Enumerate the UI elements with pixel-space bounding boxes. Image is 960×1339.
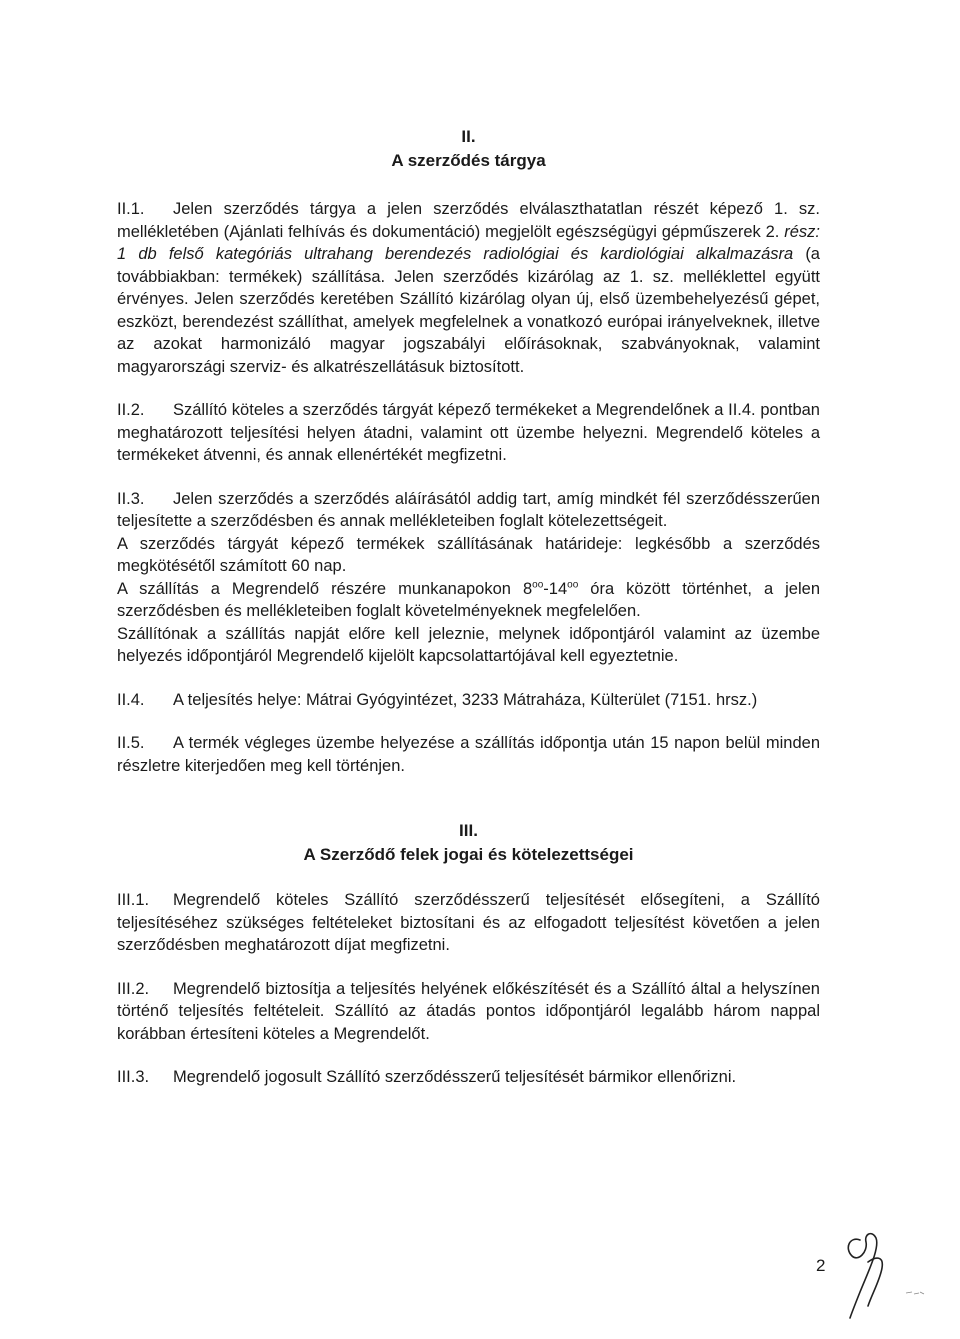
clause-text: Megrendelő köteles Szállító szerződésszerű teljesítését elősegíteni, a Szállító teljesítéséhez szükséges feltételeket biztosítani és az elfogadott teljesítést követően a jelen szerződésben meghatározott díjat megfizetni.: [117, 891, 820, 954]
clause-text: A teljesítés helye: Mátrai Gyógyintézet, 3233 Mátraháza, Külterület (7151. hrsz.): [173, 690, 758, 709]
section-title: A szerződés tárgya: [391, 151, 546, 170]
signature-initials: [838, 1222, 898, 1322]
section-title: A Szerződő felek jogai és kötelezettségei: [303, 845, 634, 864]
clause-ii-1: [117, 198, 820, 378]
clause-paragraph: [117, 488, 820, 533]
clause-ii-5: [117, 732, 820, 777]
clause-text: Megrendelő jogosult Szállító szerződésszerű teljesítését bármikor ellenőrizni.: [173, 1068, 737, 1086]
clause-number: II.1.: [117, 200, 145, 218]
clause-iii-2: [117, 978, 820, 1046]
clause-paragraph: [117, 578, 820, 623]
clause-ii-3: [117, 488, 820, 668]
clause-iii-3: [117, 1066, 820, 1089]
superscript: oo: [567, 579, 579, 590]
clause-text-italic: rész: 1 db felső kategóriás ultrahang berendezés radiológiai és kardiológiai alkalmazásra: [117, 222, 820, 263]
scan-mark: [905, 1290, 925, 1296]
clause-paragraph: Szállítónak a szállítás napját előre kell jeleznie, melynek időpontjáról valamint az üzembe helyezés időpontjáról Megrendelő kijelölt kapcsolattartójával kell egyeztetnie.: [117, 624, 820, 665]
clause-paragraph: [117, 978, 820, 1046]
clause-text: Jelen szerződés tárgya a jelen szerződés elválaszthatatlan részét képező 1. sz. mellékletében (Ajánlati felhívás és dokumentáció) megjelölt egészségügyi gépműszerek 2.: [117, 200, 820, 241]
section-number: II.: [461, 127, 476, 146]
clause-text: A termék végleges üzembe helyezése a szállítás időpontja után 15 napon belül minden részletre kiterjedően meg kell történjen.: [117, 734, 820, 775]
clause-text: A szállítás a Megrendelő részére munkanapokon 8: [117, 579, 533, 598]
clause-text: (a továbbiakban: termékek) szállítása. Jelen szerződés kizárólag az 1. sz. melléklettel együtt érvényes. Jelen szerződés keretében Szállító kizárólag olyan új, első üzembehelyezésű gépet, eszközt, berendezést szállíthat, amelyek megfelelnek a vonatkozó európai irányelveknek, illetve az azokat harmonizáló magyar jogszabályi előírásoknak, szabványoknak, valamint magyarországi szerviz- és alkatrészellátásuk biztosított.: [117, 245, 820, 376]
clause-number: II.3.: [117, 489, 145, 508]
clause-paragraph: [117, 732, 820, 777]
section-heading-ii: [117, 125, 820, 173]
clause-paragraph: [117, 198, 820, 378]
clause-text: -14: [543, 579, 568, 598]
clause-number: II.2.: [117, 401, 145, 419]
clause-number: II.5.: [117, 734, 145, 752]
clause-ii-2: [117, 399, 820, 467]
page-number: 2: [816, 1256, 826, 1275]
clause-number: III.3.: [117, 1068, 150, 1086]
clause-paragraph: [117, 889, 820, 957]
clause-text: Szállító köteles a szerződés tárgyát képező termékeket a Megrendelőnek a II.4. pontban meghatározott teljesítési helyen átadni, valamint ott üzembe helyezni. Megrendelő köteles a termékeket átvenni, és annak ellenértékét megfizetni.: [117, 401, 820, 464]
clause-text: óra között történhet, a jelen szerződésben és mellékleteiben foglalt követelményeknek megfelelően.: [117, 579, 820, 620]
clause-paragraph: [117, 399, 820, 467]
clause-text: Megrendelő biztosítja a teljesítés helyének előkészítését és a Szállító által a helyszínen történő teljesítés feltételeit. Szállító az átadás pontos időpontjáról legalább három nappal korábban értesíteni köteles a Megrendelőt.: [117, 979, 820, 1043]
section-number: III.: [459, 821, 478, 840]
clause-paragraph: [117, 689, 820, 712]
clause-ii-4: [117, 689, 820, 712]
clause-number: III.1.: [117, 891, 150, 909]
section-heading-iii: [117, 819, 820, 867]
clause-number: II.4.: [117, 690, 145, 709]
clause-iii-1: [117, 889, 820, 957]
clause-paragraph: [117, 1066, 820, 1089]
clause-number: III.2.: [117, 979, 150, 998]
clause-text: Jelen szerződés a szerződés aláírásától addig tart, amíg mindkét fél szerződésszerűen teljesítette a szerződésben és annak mellékleteiben foglalt kötelezettségeit.: [117, 489, 820, 530]
clause-paragraph: A szerződés tárgyát képező termékek szállításának határideje: legkésőbb a szerződés megkötésétől számított 60 nap.: [117, 534, 820, 575]
superscript: oo: [532, 579, 544, 590]
